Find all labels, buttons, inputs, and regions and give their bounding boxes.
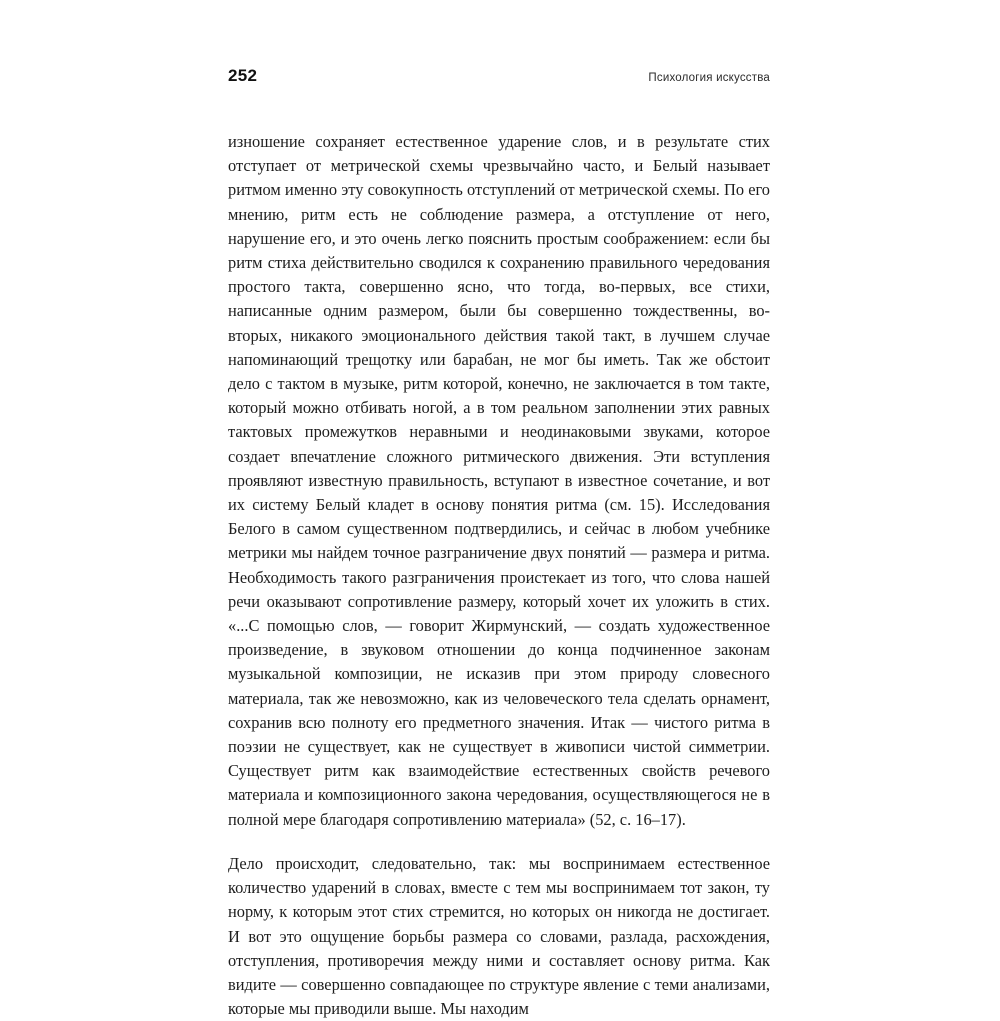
running-title: Психология искусства — [648, 72, 770, 84]
paragraph: Дело происходит, следовательно, так: мы воспринимаем естественное количество ударений в словах, вместе с тем мы воспринимаем тот закон, ту норму, к которым этот стих стремится, но которых он никогда не достигает. И вот это ощущение борьбы размера со словами, разлада, расхождения, отступления, противоречия между ними и составляет основу ритма. Как видите — совершенно совпадающее по структуре явление с теми анализами, которые мы приводили выше. Мы находим — [228, 853, 770, 1019]
page-header — [228, 66, 770, 86]
body-text — [228, 130, 770, 1021]
page-number: 252 — [228, 66, 258, 85]
paragraph: изношение сохраняет естественное ударение слов, и в результате стих отступает от метрической схемы чрезвычайно часто, и Белый называет ритмом именно эту совокупность отступлений от метрической схемы. По его мнению, ритм есть не соблюдение размера, а отступление от него, нарушение его, и это очень легко пояснить простым соображением: если бы ритм стиха действительно сводился к сохранению правильного чередования простого такта, совершенно ясно, что тогда, во-первых, все стихи, написанные одним размером, были бы совершенно тождественны, во-вторых, никакого эмоционального действия такой такт, в лучшем случае напоминающий трещотку или барабан, не мог бы иметь. Так же обстоит дело с тактом в музыке, ритм которой, конечно, не заключается в том такте, который можно отбивать ногой, а в том реальном заполнении этих равных тактовых промежутков неравными и неодинаковыми звуками, которое создает впечатление сложного ритмического движения. Эти вступления проявляют известную правильность, вступают в известное сочетание, и вот их систему Белый кладет в основу понятия ритма (см. 15). Исследования Белого в самом существенном подтвердились, и сейчас в любом учебнике метрики мы найдем точное разграничение двух понятий — размера и ритма. Необходимость такого разграничения проистекает из того, что слова нашей речи оказывают сопротивление размеру, который хочет их уложить в стих. «...С помощью слов, — говорит Жирмунский, — создать художественное произведение, в звуковом отношении до конца подчиненное законам музыкальной композиции, не исказив при этом природу словесного материала, так же невозможно, как из человеческого тела сделать орнамент, сохранив всю полноту его предметного значения. Итак — чистого ритма в поэзии не существует, как не существует в живописи чистой симметрии. Существует ритм как взаимодействие естественных свойств речевого материала и композиционного закона чередования, осуществляющегося не в полной мере благодаря сопротивлению материала» (52, с. 16–17). — [228, 132, 770, 829]
